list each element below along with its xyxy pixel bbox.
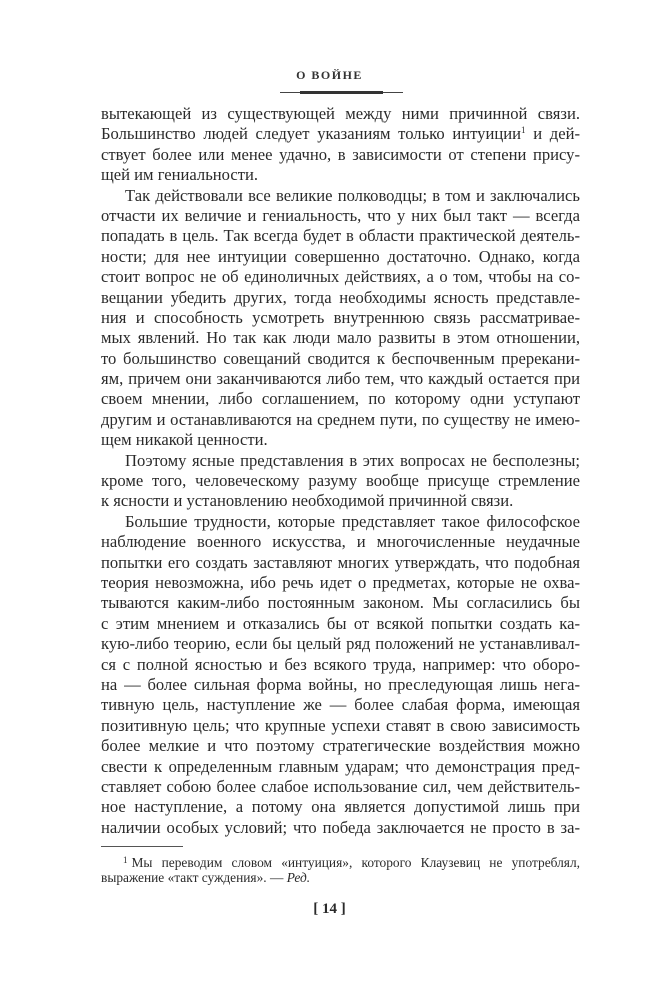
text-line: ния и способность усмотреть внутреннюю связь рассматривае- (101, 307, 580, 327)
text-segment: и дей- (525, 124, 580, 144)
text-segment: Большинство людей следует указаниям только интуиции (101, 124, 521, 144)
footnote (101, 852, 580, 886)
text-line: тивную цель, наступление же — более слабая форма, имеющая (101, 695, 580, 715)
text-line: Большие трудности, которые представляет такое философское (125, 511, 580, 531)
page-number: [ 14 ] (313, 901, 346, 917)
text-line: ности; для нее интуиции совершенно достаточно. Однако, когда (101, 246, 580, 266)
footnote-number: 1 (123, 855, 128, 865)
text-line: к ясности и установлению необходимой причинной связи. (101, 491, 514, 511)
text-line: ся с полной ясностью и без всякого труда, например: что оборо- (101, 654, 580, 674)
text-line: вещании убедить других, тогда необходимы ясность представле- (101, 287, 580, 307)
text-line (101, 124, 580, 144)
text-line: Поэтому ясные представления в этих вопросах не бесполезны; (125, 450, 580, 470)
text-line: с этим мнением и отказались бы от всякой попытки создать ка- (101, 613, 580, 633)
text-line: своем мнении, либо соглашением, по которому одни уступают (101, 389, 580, 409)
footnote-text: выражение «такт суждения». — (101, 870, 287, 885)
header-rule-accent (300, 91, 383, 94)
text-line: мых явлений. Но так как люди мало развиты в этом отношении, (101, 328, 580, 348)
footnote-line (101, 869, 580, 886)
footnote-line (101, 852, 580, 869)
footnote-divider (101, 846, 183, 847)
text-line: то большинство совещаний сводится к беспочвенным пререкани- (101, 348, 580, 368)
text-line: свести к определенным главным ударам; что демонстрация пред- (101, 756, 580, 776)
text-line: ствует более или менее удачно, в зависимости от степени прису- (101, 144, 580, 164)
footnote-reference[interactable]: 1 (520, 125, 526, 136)
text-line: ное наступление, а потому она является допустимой лишь при (101, 797, 580, 817)
text-line: ям, причем они заканчиваются либо тем, что каждый остается при (101, 369, 580, 389)
body-text (101, 104, 580, 838)
text-line: кую-либо теорию, если бы целый ряд положений не устанавливал- (101, 634, 580, 654)
text-line: щем никакой ценности. (101, 430, 268, 450)
paragraph (101, 512, 580, 838)
text-line: другим и останавливаются на среднем пути, по существу не имею- (101, 409, 580, 429)
text-line: теория невозможна, ибо речь идет о предметах, которые не охва- (101, 572, 580, 592)
text-line: кроме того, человеческому разуму вообще присуще стремление (101, 471, 580, 491)
text-line: тываются каким-либо постоянным законом. Мы согласились бы (101, 593, 580, 613)
paragraph (101, 186, 580, 451)
text-line: наличии особых условий; что победа заключается не просто в за- (101, 817, 580, 837)
text-line: Так действовали все великие полководцы; в том и заключались (125, 185, 580, 205)
running-head: О ВОЙНЕ (296, 68, 363, 82)
paragraph (101, 104, 580, 186)
text-line: щей им гениальности. (101, 165, 259, 185)
text-line: попытки его создать заставляют многих утверждать, что подобная (101, 552, 580, 572)
footnote-text: Мы переводим словом «интуиция», которого Клаузевиц не употреблял, (131, 855, 580, 870)
paragraph (101, 451, 580, 512)
text-line: более мелкие и что поэтому стратегические воздействия можно (101, 736, 580, 756)
text-line: ставляет собою более слабое использование сил, чем действитель- (101, 776, 580, 796)
text-line: позитивную цель; что крупные успехи ставят в свою зависимость (101, 715, 580, 735)
text-line: отчасти их величие и гениальность, что у них был такт — всегда (101, 205, 580, 225)
text-line: вытекающей из существующей между ними причинной связи. (101, 104, 580, 123)
text-line: наблюдение военного искусства, и многочисленные неудачные (101, 532, 580, 552)
text-line: стоит вопрос не об единоличных действиях, а о том, чтобы на со- (101, 267, 580, 287)
text-line: на — более сильная форма войны, но преследующая лишь нега- (101, 674, 580, 694)
footnote-editor-mark: Ред. (286, 870, 311, 885)
text-line: попадать в цель. Так всегда будет в области практической деятель- (101, 226, 580, 246)
